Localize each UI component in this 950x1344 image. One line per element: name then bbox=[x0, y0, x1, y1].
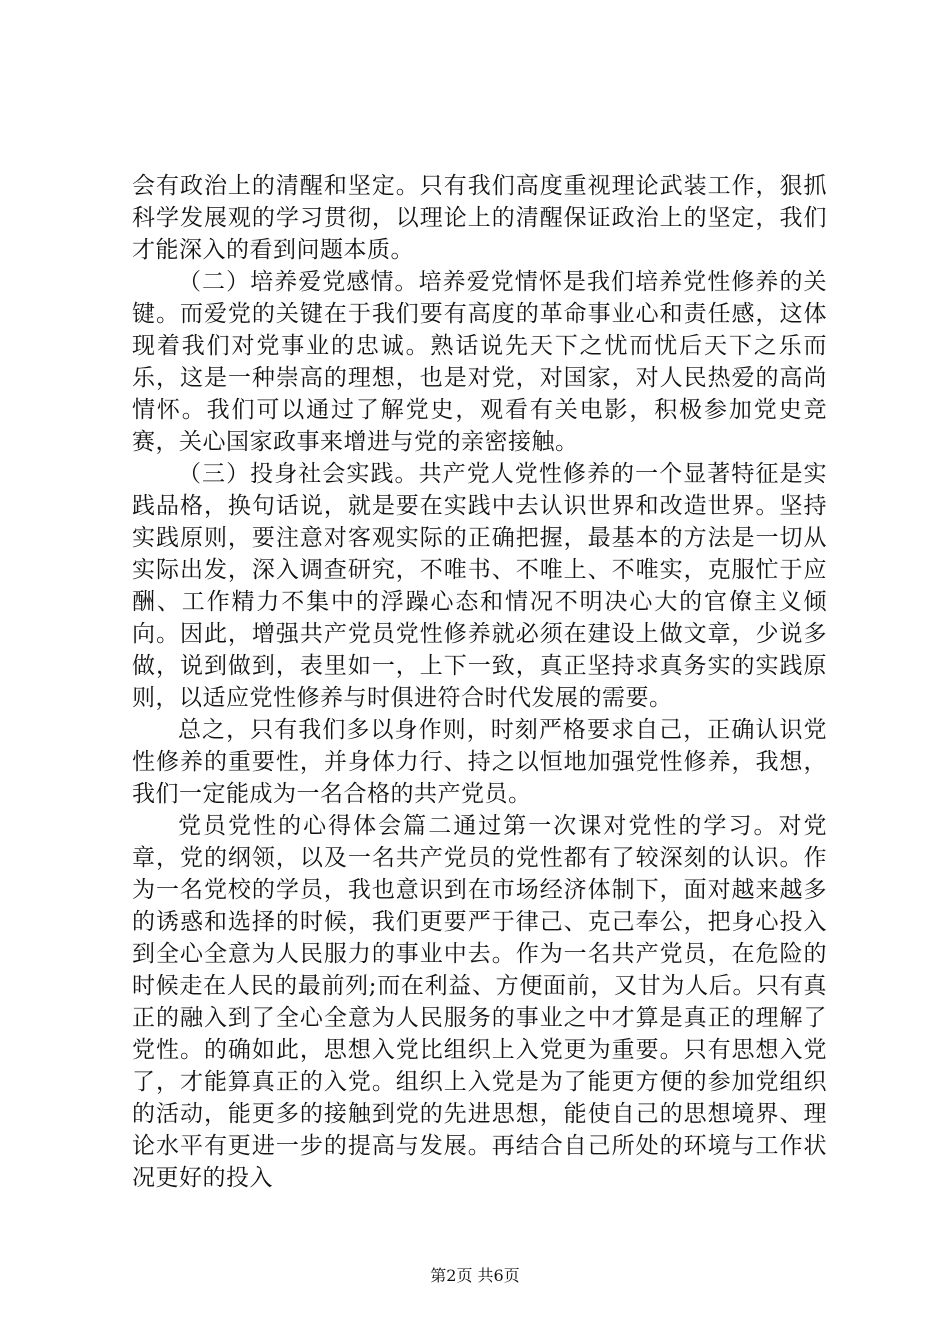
page-number-footer: 第2页 共6页 bbox=[430, 1266, 520, 1285]
paragraph-conclusion: 总之，只有我们多以身作则，时刻严格要求自己，正确认识党性修养的重要性，并身体力行、持之以恒地加强党性修养，我想，我们一定能成为一名合格的共产党员。 bbox=[132, 717, 827, 807]
paragraph-section-three: （三）投身社会实践。共产党人党性修养的一个显著特征是实践品格，换句话说，就是要在实践中去认识世界和改造世界。坚持实践原则，要注意对客观实际的正确把握，最基本的方法是一切从实际出发，深入调查研究，不唯书、不唯上、不唯实，克服忙于应酬、工作精力不集中的浮躁心态和情况不明决心大的官僚主义倾向。因此，增强共产党员党性修养就必须在建设上做文章，少说多做，说到做到，表里如一，上下一致，真正坚持求真务实的实践原则，以适应党性修养与时俱进符合时代发展的需要。 bbox=[132, 461, 827, 711]
paragraph-article-two: 党员党性的心得体会篇二通过第一次课对党性的学习。对党章，党的纲领，以及一名共产党员的党性都有了较深刻的认识。作为一名党校的学员，我也意识到在市场经济体制下，面对越来越多的诱惑和选择的时候，我们更要严于律己、克己奉公，把身心投入到全心全意为人民服力的事业中去。作为一名共产党员，在危险的时候走在人民的最前列;而在利益、方便面前，又甘为人后。只有真正的融入到了全心全意为人民服务的事业之中才算是真正的理解了党性。的确如此，思想入党比组织上入党更为重要。只有思想入党了，才能算真正的入党。组织上入党是为了能更方便的参加党组织的活动，能更多的接触到党的先进思想，能使自己的思想境界、理论水平有更进一步的提高与发展。再结合自己所处的环境与工作状况更好的投入 bbox=[132, 813, 827, 1191]
document-body bbox=[132, 170, 827, 1194]
paragraph-continuation: 会有政治上的清醒和坚定。只有我们高度重视理论武装工作，狠抓科学发展观的学习贯彻，以理论上的清醒保证政治上的坚定，我们才能深入的看到问题本质。 bbox=[132, 173, 827, 263]
paragraph-section-two: （二）培养爱党感情。培养爱党情怀是我们培养党性修养的关键。而爱党的关键在于我们要有高度的革命事业心和责任感，这体现着我们对党事业的忠诚。熟话说先天下之忧而忧后天下之乐而乐，这是一种崇高的理想，也是对党，对国家，对人民热爱的高尚情怀。我们可以通过了解党史，观看有关电影，积极参加党史竞赛，关心国家政事来增进与党的亲密接触。 bbox=[132, 269, 827, 455]
